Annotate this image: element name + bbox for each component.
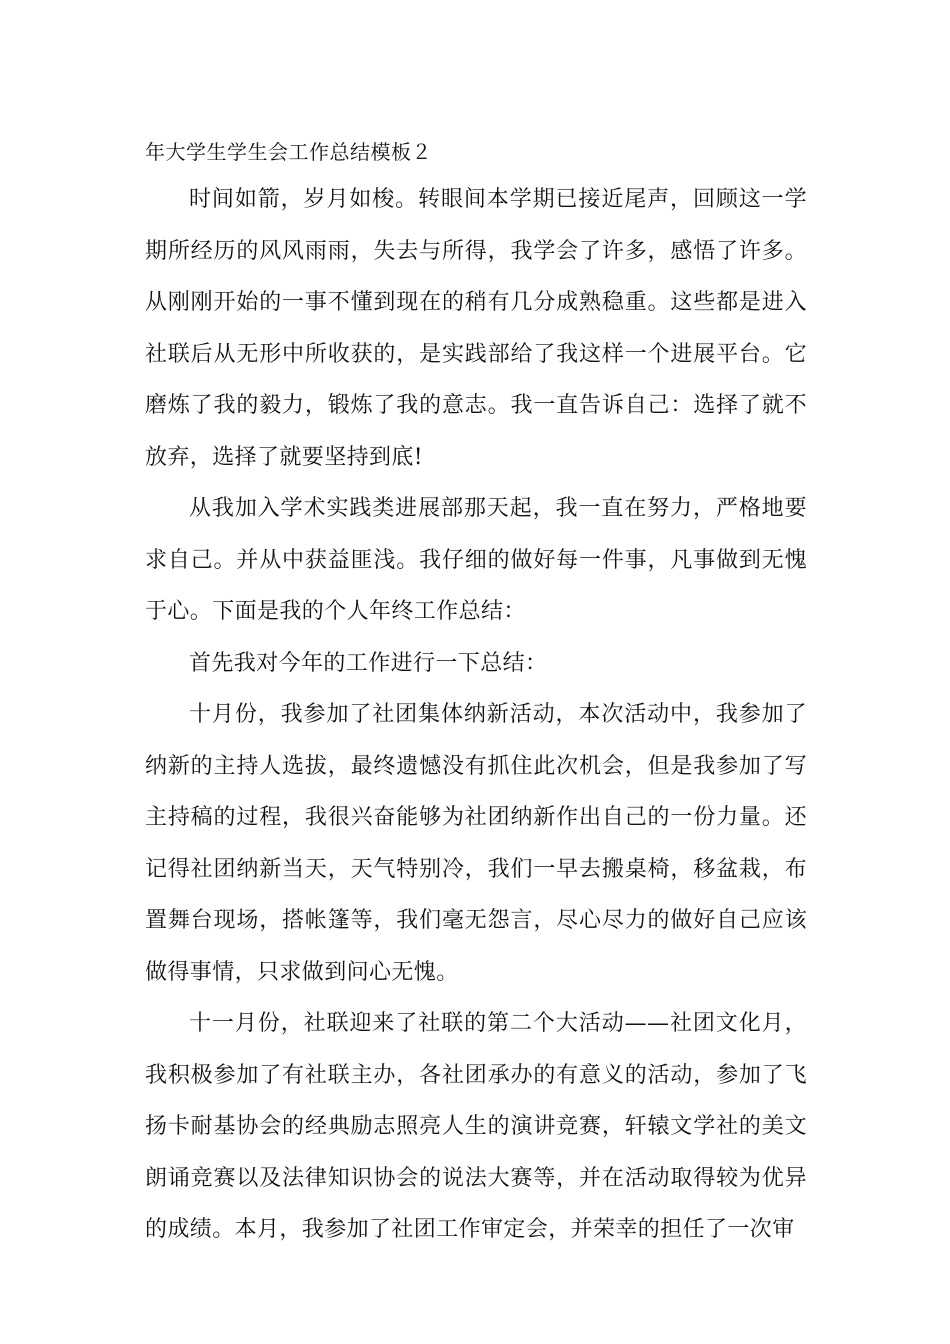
document-page [145,132,807,1256]
paragraph-summary-lead: 首先我对今年的工作进行一下总结： [189,650,548,676]
paragraph-joining: 从我加入学术实践类进展部那天起，我一直在努力，严格地要求自己。并从中获益匪浅。我仔细的做好每一件事，凡事做到无愧于心。下面是我的个人年终工作总结： [145,496,807,624]
document-title: 年大学生学生会工作总结模板２ [145,140,432,164]
paragraph-october: 十月份，我参加了社团集体纳新活动，本次活动中，我参加了纳新的主持人选拔，最终遗憾没有抓住此次机会，但是我参加了写主持稿的过程，我很兴奋能够为社团纳新作出自己的一份力量。还记得社团纳新当天，天气特别冷，我们一早去搬桌椅，移盆栽，布置舞台现场，搭帐篷等，我们毫无怨言，尽心尽力的做好自己应该做得事情，只求做到问心无愧。 [145,702,807,985]
paragraph-intro: 时间如箭，岁月如梭。转眼间本学期已接近尾声，回顾这一学期所经历的风风雨雨，失去与所得，我学会了许多，感悟了许多。从刚刚开始的一事不懂到现在的稍有几分成熟稳重。这些都是进入社联后从无形中所收获的，是实践部给了我这样一个进展平台。它磨炼了我的毅力，锻炼了我的意志。我一直告诉自己：选择了就不放弃，选择了就要坚持到底! [145,187,807,470]
paragraph-november: 十一月份，社联迎来了社联的第二个大活动——社团文化月，我积极参加了有社联主办，各社团承办的有意义的活动，参加了飞扬卡耐基协会的经典励志照亮人生的演讲竞赛，轩辕文学社的美文朗诵竞赛以及法律知识协会的说法大赛等，并在活动取得较为优异的成绩。本月，我参加了社团工作审定会，并荣幸的担任了一次审 [145,1011,807,1242]
